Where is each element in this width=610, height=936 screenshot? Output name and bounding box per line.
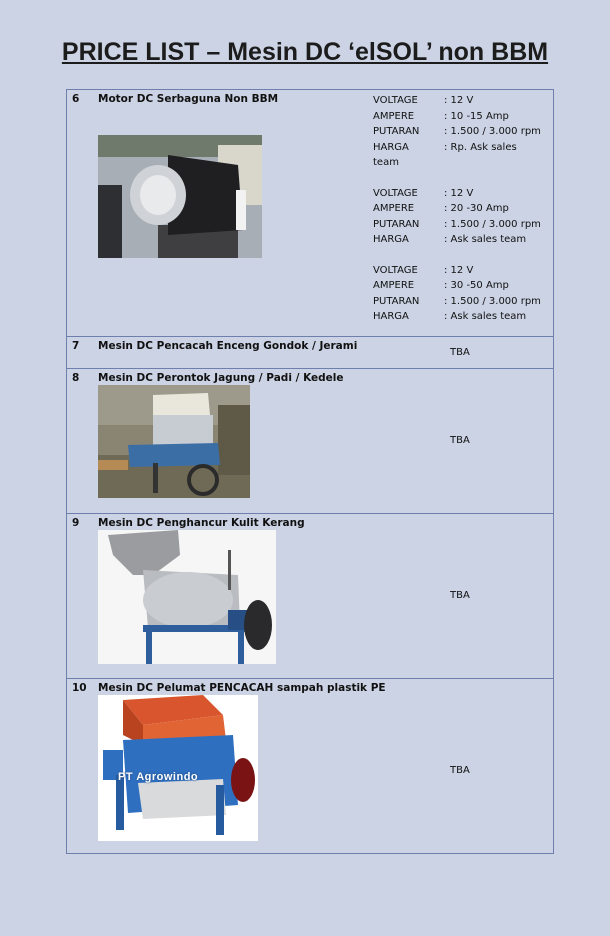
- item-price: TBA: [450, 347, 470, 358]
- spec-value: : 1.500 / 3.000 rpm: [444, 218, 541, 230]
- item-number: 7: [72, 340, 80, 352]
- table-row: [67, 513, 553, 678]
- plastic-shredder-photo: [98, 695, 258, 841]
- spec-label: HARGA: [373, 141, 409, 153]
- spec-value: : 12 V: [444, 264, 474, 276]
- table-row: [67, 90, 553, 336]
- spec-label: PUTARAN: [373, 295, 420, 307]
- table-row: [67, 678, 553, 853]
- spec-label: VOLTAGE: [373, 264, 418, 276]
- spec-value: : 1.500 / 3.000 rpm: [444, 295, 541, 307]
- spec-group: [373, 186, 553, 248]
- spec-value: : 30 -50 Amp: [444, 280, 509, 291]
- table-row: [67, 368, 553, 513]
- spec-group: [373, 263, 553, 325]
- spec-label: AMPERE: [373, 280, 415, 291]
- spec-value: : 10 -15 Amp: [444, 110, 509, 122]
- spec-group: [373, 93, 553, 171]
- spec-label: VOLTAGE: [373, 187, 418, 199]
- spec-label: HARGA: [373, 311, 409, 322]
- spec-value: : 12 V: [444, 95, 474, 106]
- spec-label: PUTARAN: [373, 126, 420, 137]
- price-table: [66, 89, 554, 854]
- spec-label: AMPERE: [373, 110, 415, 122]
- spec-value: : Ask sales team: [444, 311, 527, 322]
- spec-value: : Ask sales team: [444, 234, 527, 245]
- table-row: [67, 336, 553, 368]
- item-number: 6: [72, 93, 80, 105]
- thresher-photo: [98, 385, 250, 498]
- spec-value: : Rp. Ask sales: [444, 141, 517, 153]
- motor-photo: [98, 135, 262, 258]
- spec-label: PUTARAN: [373, 218, 420, 230]
- spec-value: : 20 -30 Amp: [444, 203, 509, 214]
- item-name: Mesin DC Penghancur Kulit Kerang: [98, 517, 305, 529]
- item-price: TBA: [450, 590, 470, 601]
- spec-label: HARGA: [373, 234, 409, 245]
- item-price: TBA: [450, 435, 470, 446]
- item-number: 10: [72, 682, 87, 694]
- item-price: TBA: [450, 765, 470, 776]
- page-title: PRICE LIST – Mesin DC ‘elSOL’ non BBM: [61, 38, 549, 66]
- item-name: Motor DC Serbaguna Non BBM: [98, 93, 279, 105]
- item-name: Mesin DC Pelumat PENCACAH sampah plastik PE: [98, 682, 386, 694]
- watermark: PT Agrowindo: [118, 771, 199, 783]
- spec-value: : 1.500 / 3.000 rpm: [444, 126, 541, 137]
- item-number: 8: [72, 372, 80, 384]
- spec-list: [373, 93, 553, 325]
- spec-value: : 12 V: [444, 187, 474, 199]
- item-name: Mesin DC Perontok Jagung / Padi / Kedele: [98, 372, 344, 384]
- item-number: 9: [72, 517, 80, 529]
- item-name: Mesin DC Pencacah Enceng Gondok / Jerami: [98, 340, 358, 352]
- spec-label: VOLTAGE: [373, 95, 418, 106]
- spec-label: AMPERE: [373, 203, 415, 214]
- shell-crusher-photo: [98, 530, 276, 664]
- spec-value-continued: team: [373, 157, 399, 168]
